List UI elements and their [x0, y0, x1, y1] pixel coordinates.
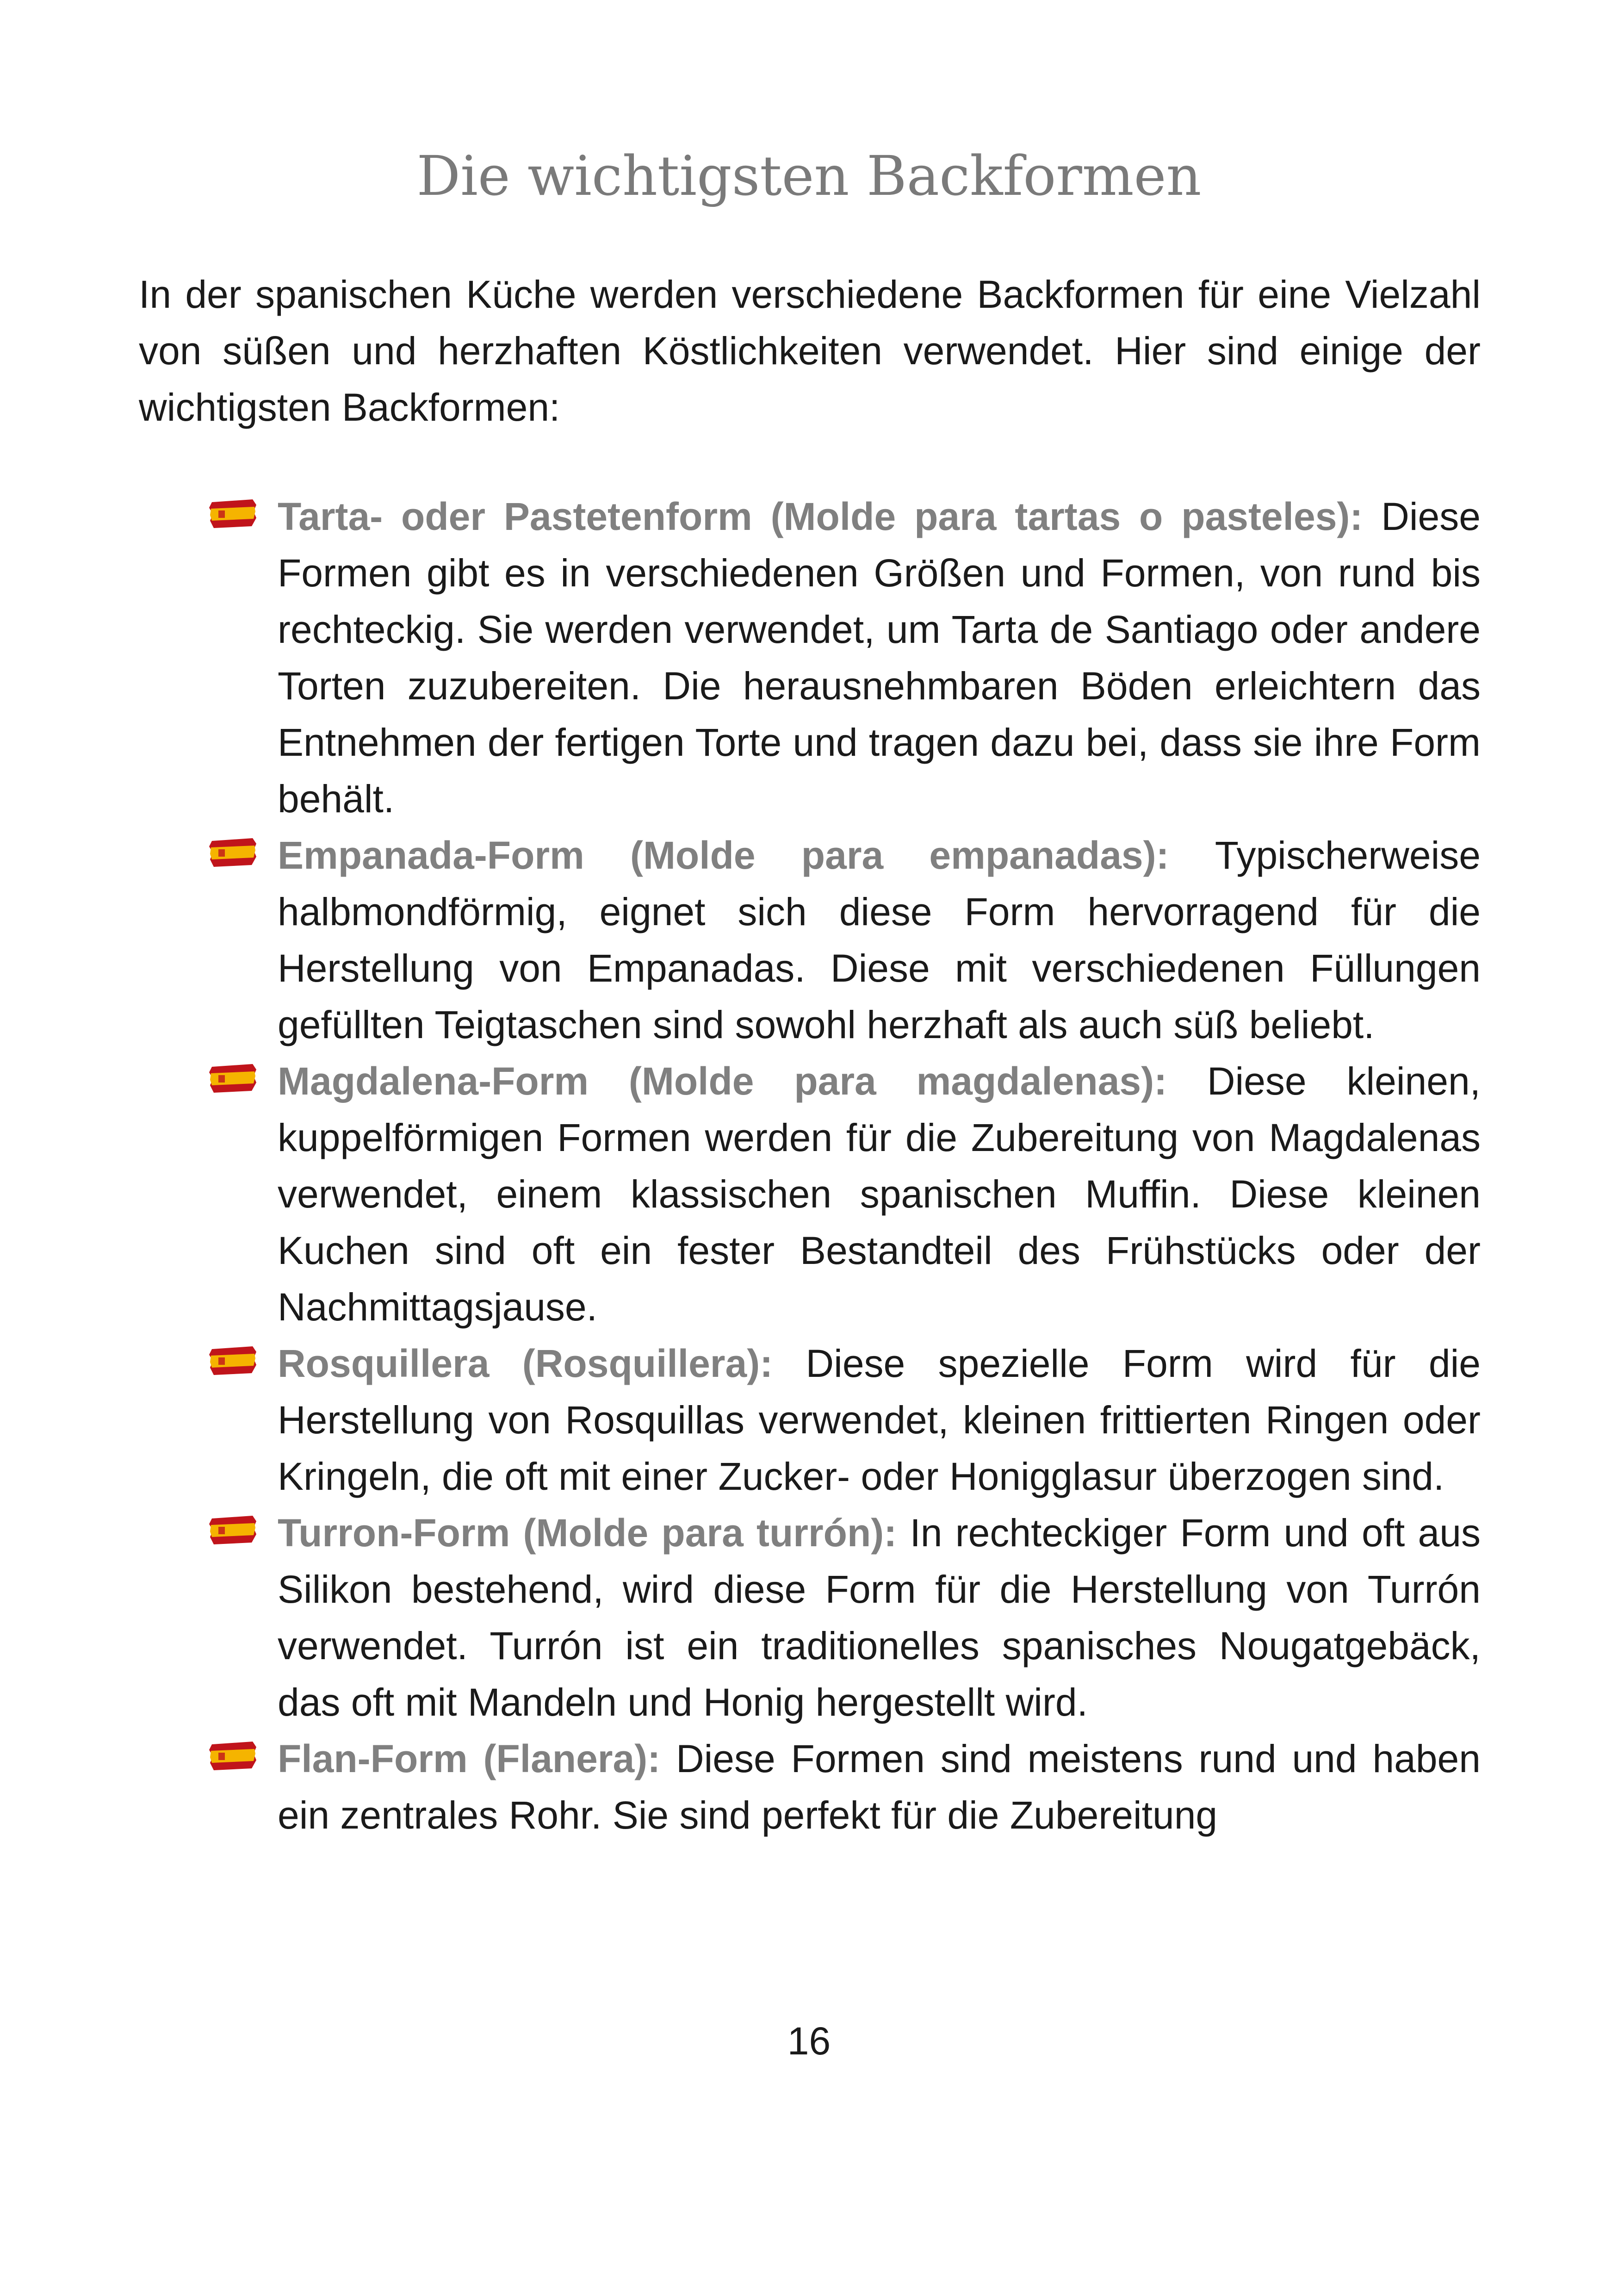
- spain-flag-pointer-icon: [208, 1343, 259, 1380]
- list-item: [278, 1335, 1481, 1505]
- spain-flag-pointer-icon: [208, 1060, 259, 1097]
- intro-paragraph: In der spanischen Küche werden verschiedene Backformen für eine Vielzahl von süßen und herzhaften Köstlichkeiten verwendet. Hier sind einige der wichtigsten Backformen:: [139, 273, 1481, 429]
- item-description: Diese Formen gibt es in verschiedenen Größen und Formen, von rund bis rechteckig. Sie werden verwendet, um Tarta de Santiago oder andere Torten zuzubereiten. Die herausnehmbaren Böden erleichtern das Entnehmen der fertigen Torte und tragen dazu bei, dass sie ihre Form behält.: [278, 495, 1481, 821]
- item-description: Typischerweise halbmondförmig, eignet sich diese Form hervorragend für die Herstellung von Empanadas. Diese mit verschiedenen Füllungen gefüllten Teigtaschen sind sowohl herzhaft als auch süß beliebt.: [278, 834, 1481, 1046]
- item-term: Flan-Form (Flanera):: [278, 1737, 676, 1780]
- item-term: Tarta- oder Pastetenform (Molde para tartas o pasteles):: [278, 495, 1382, 538]
- item-term: Rosquillera (Rosquillera):: [278, 1342, 806, 1385]
- item-term: Turron-Form (Molde para turrón):: [278, 1511, 910, 1555]
- item-description: In rechteckiger Form und oft aus Silikon bestehend, wird diese Form für die Herstellung von Turrón verwendet. Turrón ist ein traditionelles spanisches Nougatgebäck, das oft mit Mandeln und Honig hergestellt wird.: [278, 1511, 1481, 1724]
- page-number: 16: [787, 2019, 831, 2063]
- list-item: [278, 827, 1481, 1053]
- item-term: Empanada-Form (Molde para empanadas):: [278, 834, 1215, 877]
- item-description: Diese spezielle Form wird für die Herstellung von Rosquillas verwendet, kleinen frittierten Ringen oder Kringeln, die oft mit einer Zucker- oder Honigglasur überzogen sind.: [278, 1342, 1481, 1498]
- list-item: [278, 1053, 1481, 1335]
- spain-flag-pointer-icon: [208, 1738, 259, 1775]
- spain-flag-pointer-icon: [208, 834, 259, 871]
- spain-flag-pointer-icon: [208, 496, 259, 533]
- list-item: [278, 488, 1481, 827]
- item-description: Diese Formen sind meistens rund und haben ein zentrales Rohr. Sie sind perfekt für die Zubereitung: [278, 1737, 1481, 1837]
- list-item: [278, 1505, 1481, 1730]
- item-description: Diese kleinen, kuppelförmigen Formen werden für die Zubereitung von Magdalenas verwendet, einem klassischen spanischen Muffin. Diese kleinen Kuchen sind oft ein fester Bestandteil des Frühstücks oder der Nachmittagsjause.: [278, 1059, 1481, 1329]
- spain-flag-pointer-icon: [208, 1512, 259, 1549]
- list-item: [278, 1730, 1481, 1843]
- item-term: Magdalena-Form (Molde para magdalenas):: [278, 1059, 1207, 1103]
- backform-list: [278, 488, 1481, 1843]
- page-title: Die wichtigsten Backformen: [416, 144, 1202, 208]
